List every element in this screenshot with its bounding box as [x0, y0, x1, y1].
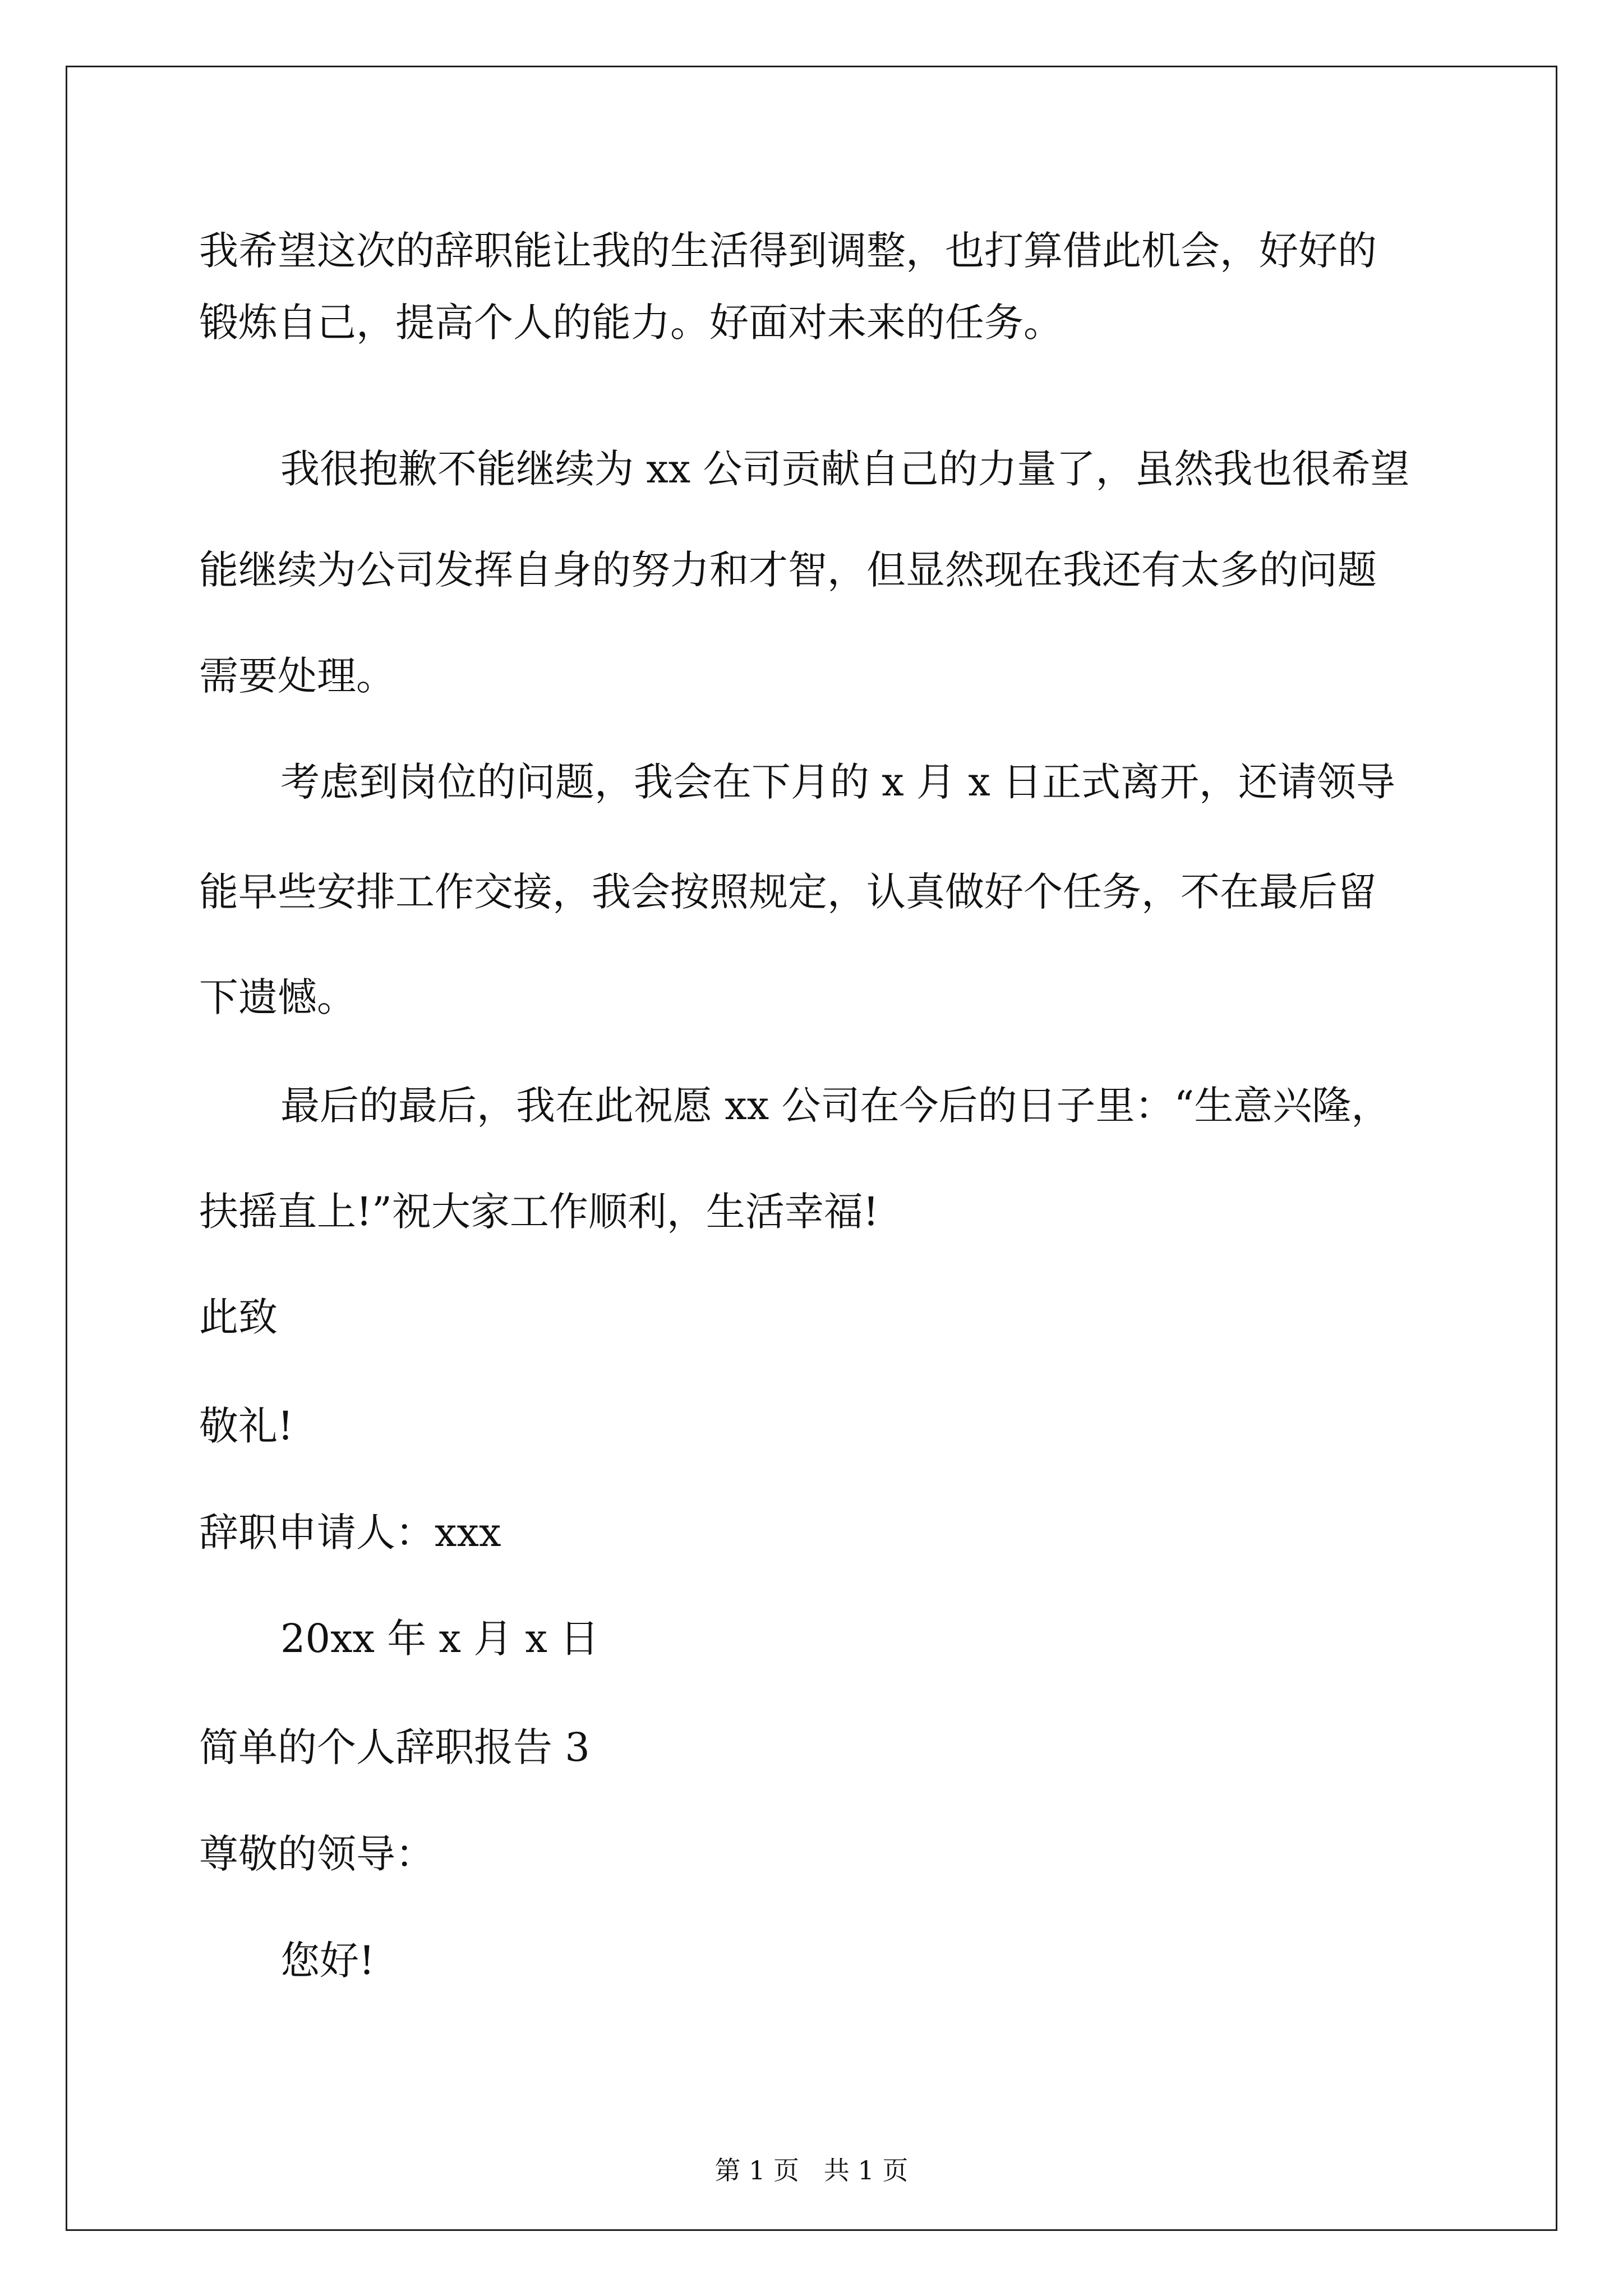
text-line: 需要处理。 — [199, 653, 395, 699]
text-line: 下遗憾。 — [199, 974, 356, 1020]
salutation-closing: 敬礼! — [199, 1403, 294, 1449]
section-heading: 简单的个人辞职报告 3 — [199, 1724, 590, 1770]
text-line: 扶摇直上!”祝大家工作顺利，生活幸福! — [199, 1189, 879, 1235]
greeting-line: 尊敬的领导： — [199, 1831, 435, 1877]
greeting-line: 您好! — [280, 1938, 375, 1984]
page-number: 第 1 页 共 1 页 — [714, 2155, 909, 2185]
salutation-closing: 此致 — [199, 1294, 278, 1340]
applicant-line: 辞职申请人：xxx — [199, 1510, 501, 1556]
text-line: 我希望这次的辞职能让我的生活得到调整，也打算借此机会，好好的 — [199, 228, 1377, 274]
text-line: 锻炼自己，提高个人的能力。好面对未来的任务。 — [199, 300, 1063, 346]
text-line: 我很抱歉不能继续为 xx 公司贡献自己的力量了，虽然我也很希望 — [280, 446, 1410, 492]
page-border — [66, 66, 1557, 2231]
text-line: 考虑到岗位的问题，我会在下月的 x 月 x 日正式离开，还请领导 — [280, 759, 1395, 805]
text-line: 能早些安排工作交接，我会按照规定，认真做好个任务，不在最后留 — [199, 869, 1377, 915]
text-line: 最后的最后，我在此祝愿 xx 公司在今后的日子里：“生意兴隆， — [280, 1083, 1391, 1129]
text-line: 能继续为公司发挥自身的努力和才智，但显然现在我还有太多的问题 — [199, 547, 1377, 593]
date-line: 20xx 年 x 月 x 日 — [280, 1616, 600, 1662]
